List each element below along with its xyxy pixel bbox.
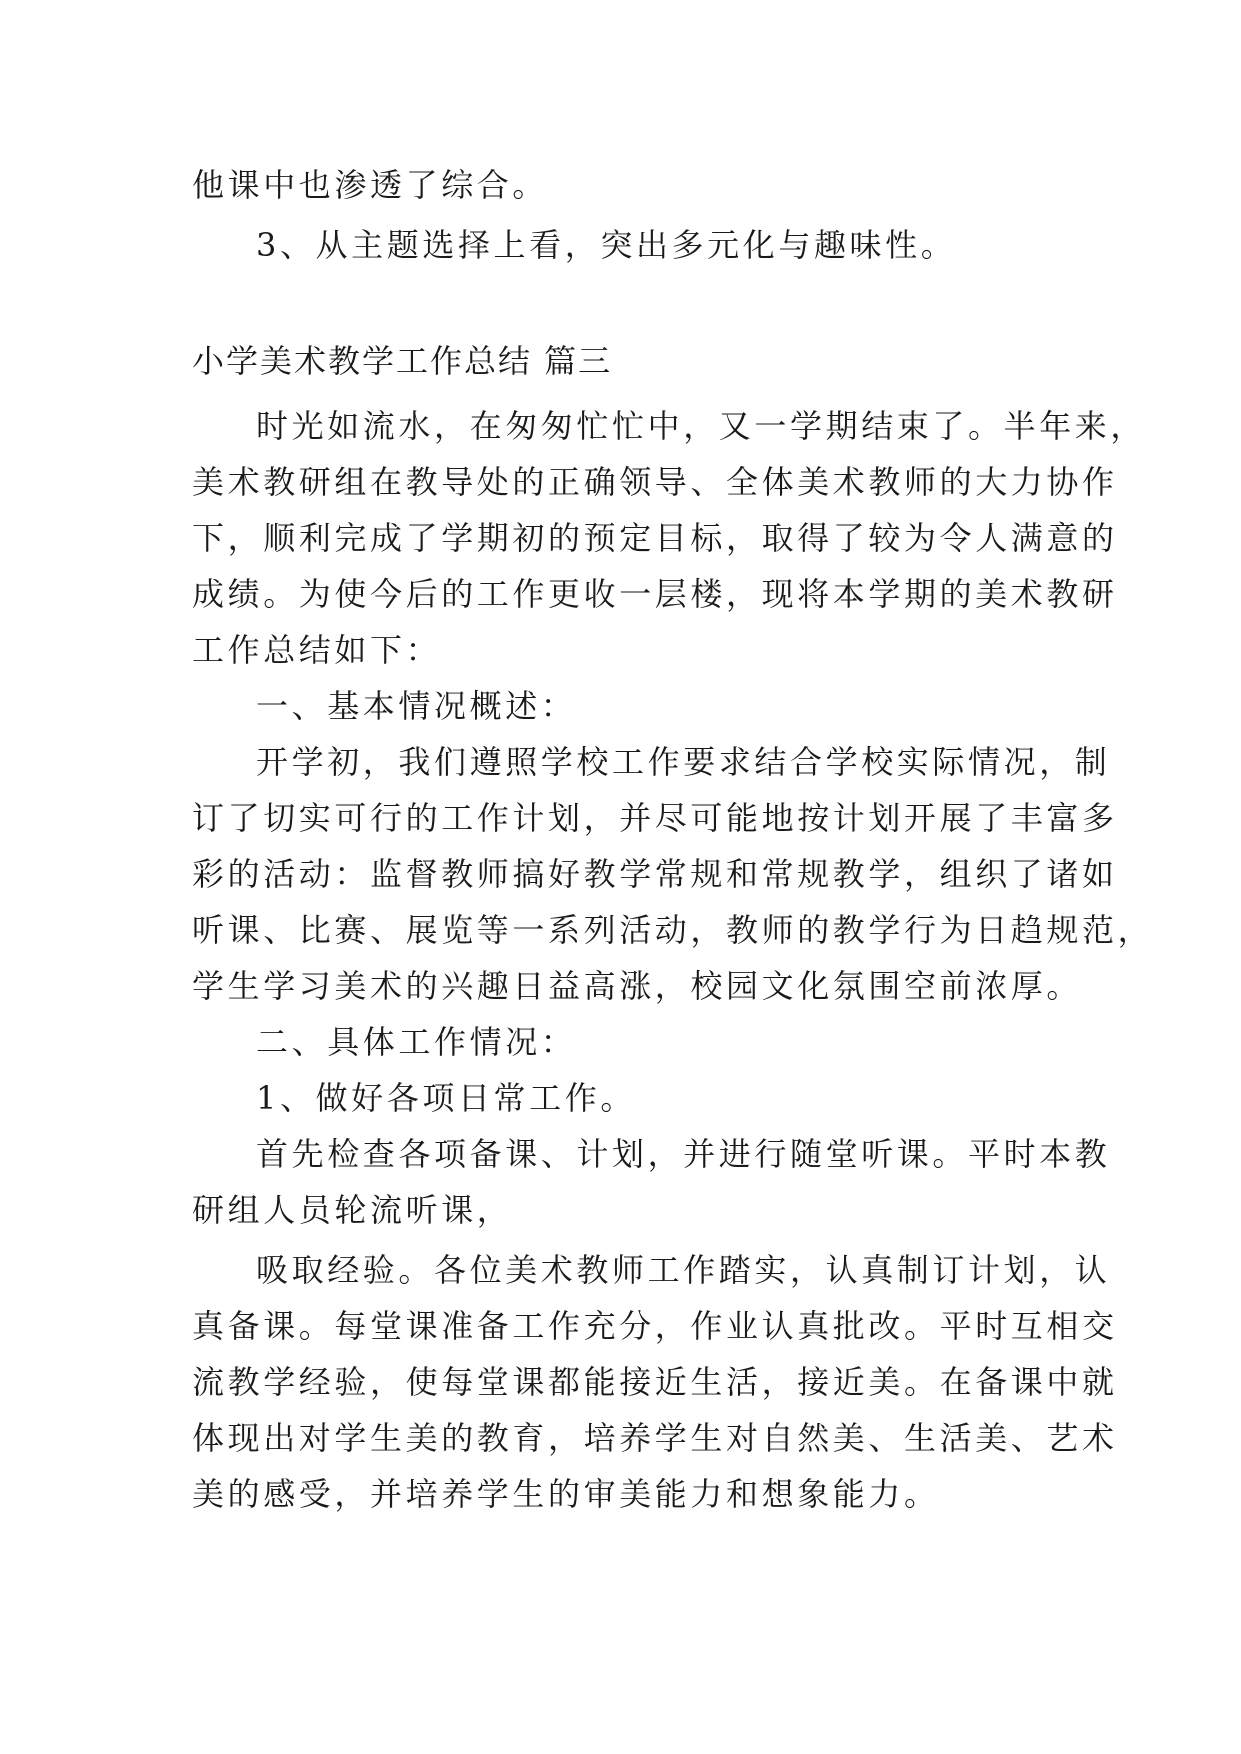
paragraph-line: 首先检查各项备课、计划，并进行随堂听课。平时本教	[256, 1135, 1111, 1173]
paragraph-line: 成绩。为使今后的工作更收一层楼，现将本学期的美术教研	[192, 575, 1118, 613]
paragraph-line: 听课、比赛、展览等一系列活动，教师的教学行为日趋规范，	[192, 911, 1154, 949]
paragraph-line: 工作总结如下：	[192, 631, 442, 669]
paragraph-line: 吸取经验。各位美术教师工作踏实，认真制订计划，认	[256, 1251, 1111, 1289]
paragraph-line: 体现出对学生美的教育，培养学生对自然美、生活美、艺术	[192, 1419, 1118, 1457]
paragraph-line: 学生学习美术的兴趣日益高涨，校园文化氛围空前浓厚。	[192, 967, 1083, 1005]
paragraph-line: 他课中也渗透了综合。	[192, 166, 549, 204]
paragraph-line: 研组人员轮流听课，	[192, 1191, 513, 1229]
paragraph-line: 美术教研组在教导处的正确领导、全体美术教师的大力协作	[192, 463, 1118, 501]
section-heading: 小学美术教学工作总结 篇三	[192, 342, 613, 380]
paragraph-line: 流教学经验，使每堂课都能接近生活，接近美。在备课中就	[192, 1363, 1118, 1401]
paragraph-line: 3、从主题选择上看，突出多元化与趣味性。	[256, 226, 957, 264]
paragraph-line: 订了切实可行的工作计划，并尽可能地按计划开展了丰富多	[192, 799, 1118, 837]
paragraph-line: 时光如流水，在匆匆忙忙中，又一学期结束了。半年来，	[256, 407, 1147, 445]
numbered-item: 1、做好各项日常工作。	[256, 1079, 636, 1117]
paragraph-line: 下，顺利完成了学期初的预定目标，取得了较为令人满意的	[192, 519, 1118, 557]
paragraph-line: 开学初，我们遵照学校工作要求结合学校实际情况，制	[256, 743, 1111, 781]
subsection-heading: 一、基本情况概述：	[256, 687, 577, 725]
paragraph-line: 美的感受，并培养学生的审美能力和想象能力。	[192, 1475, 940, 1513]
paragraph-line: 真备课。每堂课准备工作充分，作业认真批改。平时互相交	[192, 1307, 1118, 1345]
paragraph-line: 彩的活动：监督教师搞好教学常规和常规教学，组织了诸如	[192, 855, 1118, 893]
subsection-heading: 二、具体工作情况：	[256, 1023, 577, 1061]
